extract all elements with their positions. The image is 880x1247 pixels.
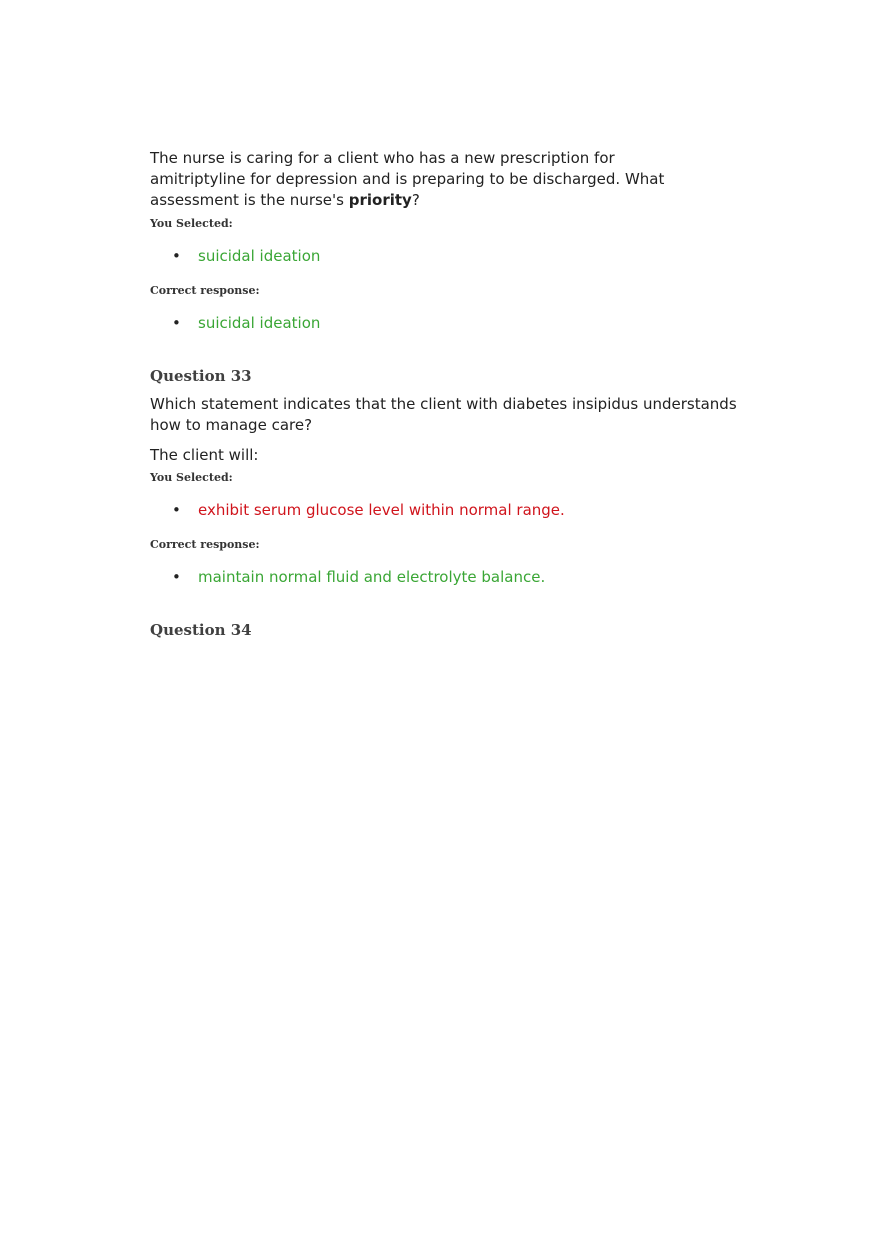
- question-34-heading: Question 34: [150, 621, 252, 639]
- question-33-text: Which statement indicates that the client with diabetes insipidus understands how to manage care?: [150, 395, 737, 434]
- question-33-heading: Question 33: [150, 367, 252, 385]
- correct-answer-list: [150, 567, 740, 587]
- bullet-icon: •: [172, 568, 181, 586]
- bullet-icon: •: [172, 314, 181, 332]
- question-33-subtext: The client will:: [150, 446, 259, 464]
- correct-answer-text: suicidal ideation: [198, 314, 321, 332]
- question-32-text: [150, 148, 710, 211]
- selected-answer-text: suicidal ideation: [198, 247, 321, 265]
- you-selected-label: You Selected:: [150, 471, 233, 484]
- selected-answer-list: [150, 246, 740, 266]
- selected-answer-list: [150, 500, 740, 520]
- selected-answer: [150, 246, 740, 266]
- question-32-text-end: ?: [411, 191, 420, 209]
- selected-answer: [150, 500, 740, 520]
- question-32-emphasis: priority: [348, 191, 412, 209]
- question-32-text-start: The nurse is caring for a client who has a new prescription for amitriptyline for depression and is preparing to be discharged. What assessment is the nurse's: [150, 149, 665, 209]
- bullet-icon: •: [172, 247, 181, 265]
- selected-answer-text: exhibit serum glucose level within normal range.: [198, 501, 565, 519]
- correct-response-label: Correct response:: [150, 538, 260, 551]
- correct-answer: [150, 313, 740, 333]
- correct-answer-list: [150, 313, 740, 333]
- document-page: [150, 148, 740, 639]
- correct-answer: [150, 567, 740, 587]
- bullet-icon: •: [172, 501, 181, 519]
- correct-answer-text: maintain normal fluid and electrolyte balance.: [198, 568, 546, 586]
- you-selected-label: You Selected:: [150, 217, 233, 230]
- correct-response-label: Correct response:: [150, 284, 260, 297]
